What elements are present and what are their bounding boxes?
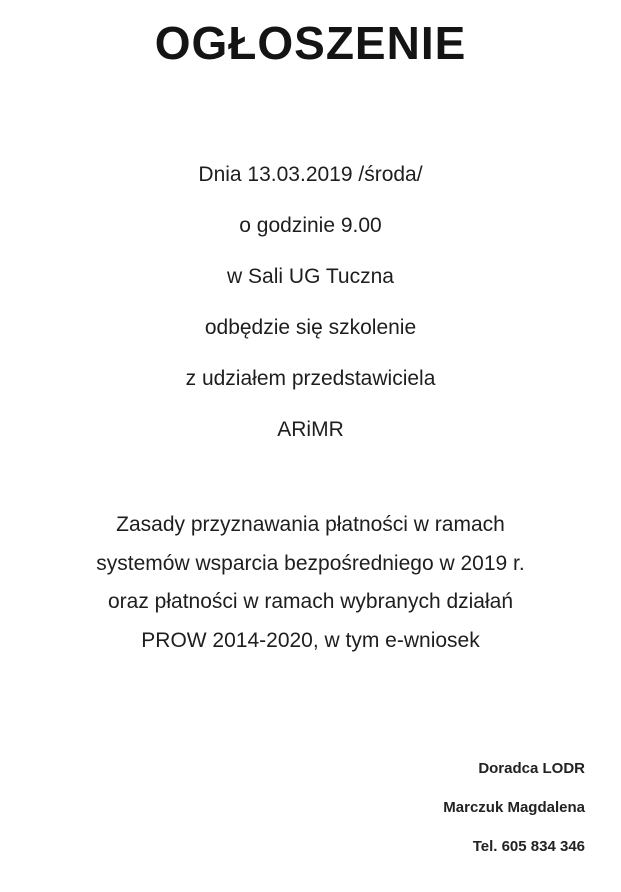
event-details	[0, 155, 621, 461]
topic-line: PROW 2014-2020, w tym e-wniosek	[141, 628, 480, 652]
contact-name: Marczuk Magdalena	[443, 799, 585, 816]
page-title: OGŁOSZENIE	[154, 17, 467, 69]
event-participation: z udziałem przedstawiciela	[185, 367, 436, 390]
topic-line: oraz płatności w ramach wybranych działań	[107, 590, 514, 613]
event-agency: ARiMR	[277, 418, 344, 441]
contact-role: Doradca LODR	[478, 760, 585, 777]
topic-line: systemów wsparcia bezpośredniego w 2019 r.	[96, 551, 525, 575]
contact-phone: Tel. 605 834 346	[472, 838, 585, 855]
event-place: w Sali UG Tuczna	[227, 265, 394, 288]
contact-info	[443, 754, 585, 871]
topic-line: Zasady przyznawania płatności w ramach	[116, 513, 505, 536]
event-time: o godzinie 9.00	[239, 214, 382, 237]
event-date: Dnia 13.03.2019 /środa/	[198, 163, 423, 186]
training-topic	[0, 508, 621, 662]
event-action: odbędzie się szkolenie	[204, 316, 417, 339]
